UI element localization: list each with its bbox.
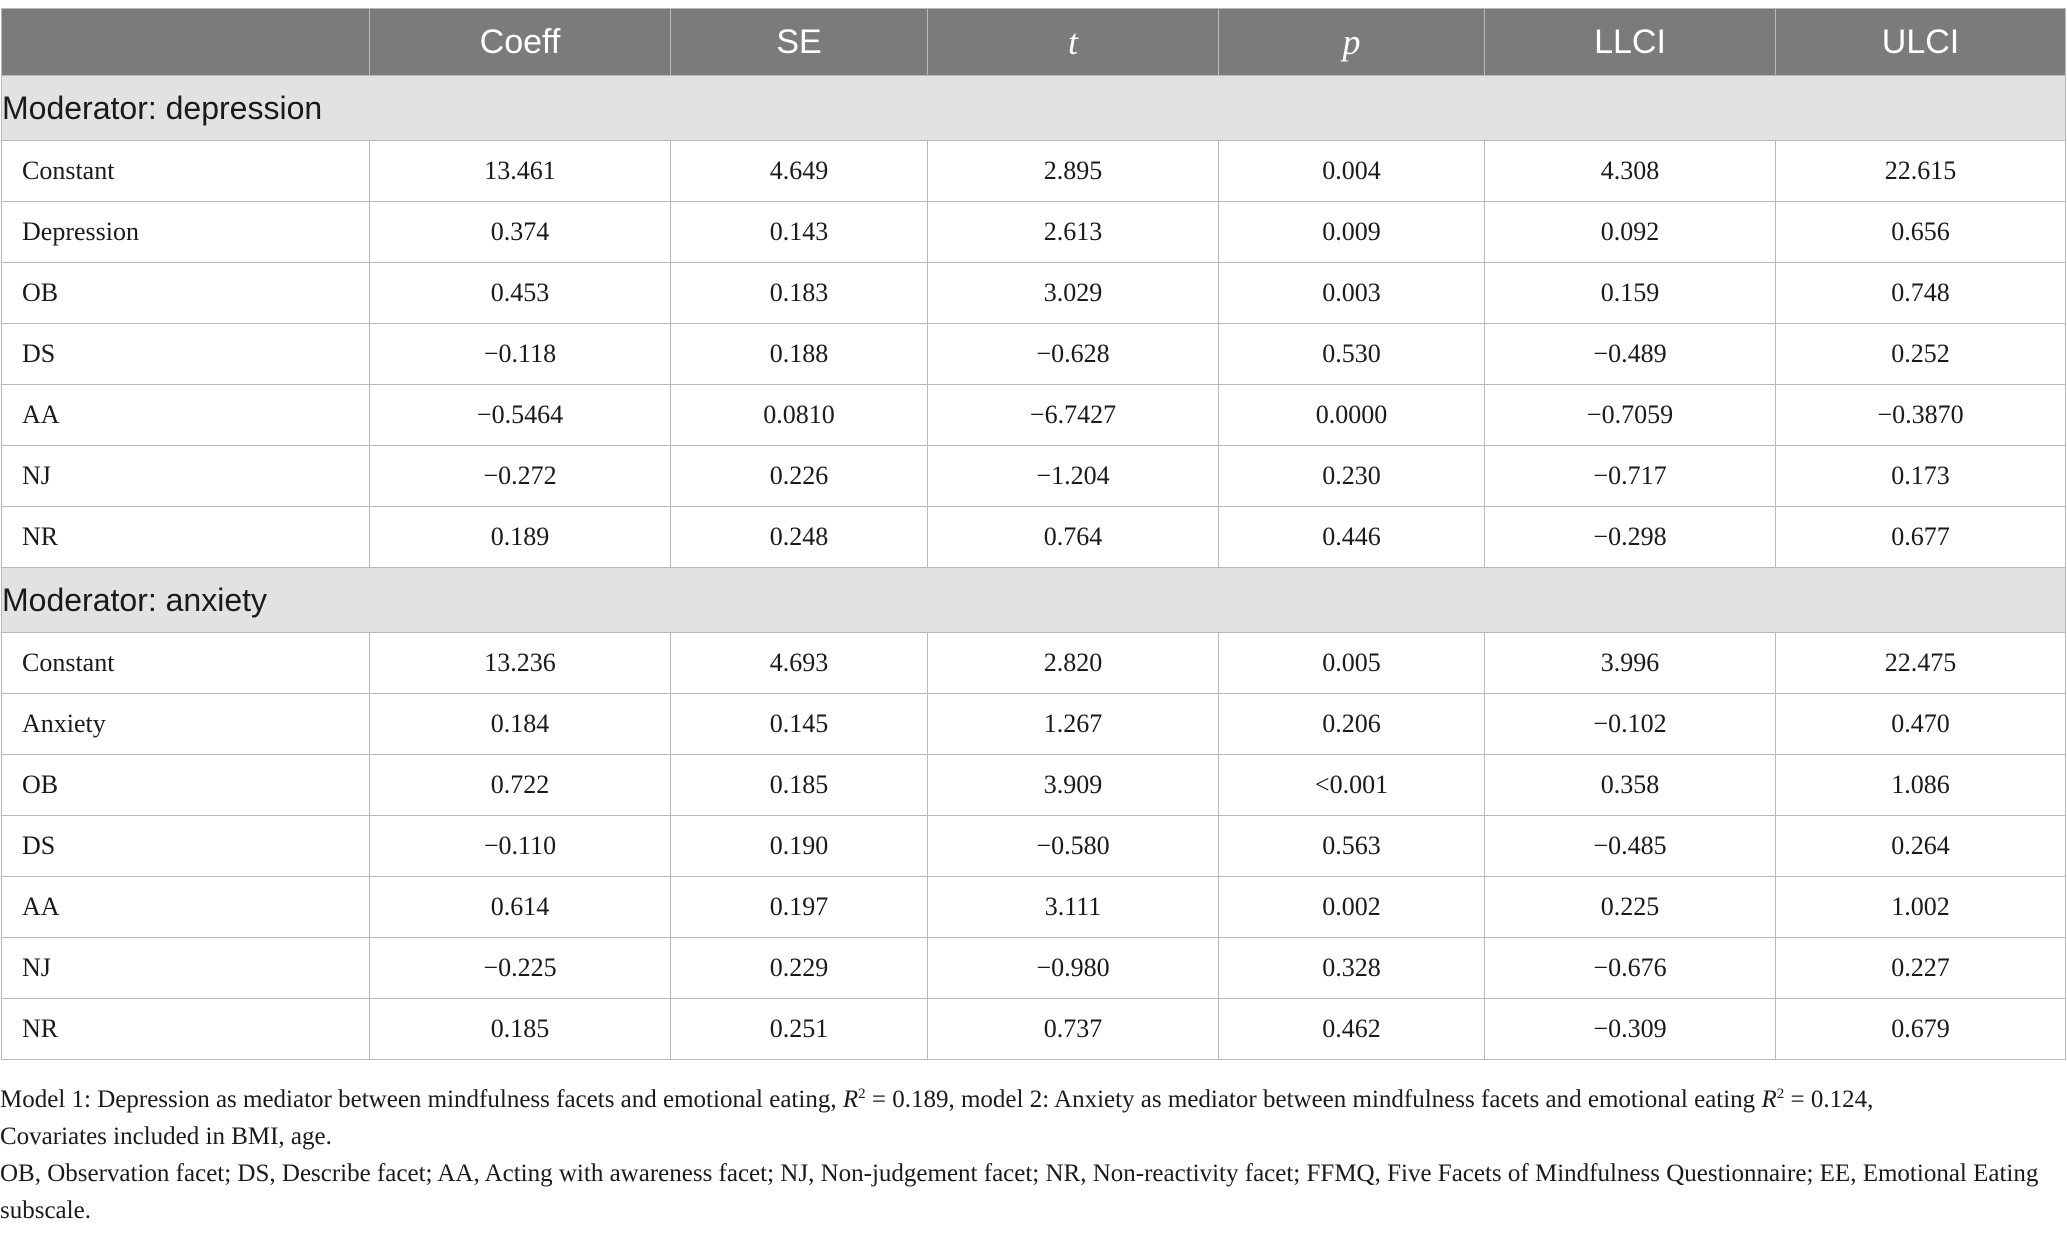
row-label: DS <box>2 324 370 385</box>
header-cell: ULCI <box>1776 9 2066 76</box>
cell: 0.614 <box>370 877 671 938</box>
cell: −0.110 <box>370 816 671 877</box>
cell: −0.272 <box>370 446 671 507</box>
cell: 0.005 <box>1219 633 1485 694</box>
cell: 13.461 <box>370 141 671 202</box>
row-label: OB <box>2 755 370 816</box>
cell: 22.475 <box>1776 633 2066 694</box>
table-row <box>2 694 2066 755</box>
results-table <box>1 8 2066 1060</box>
header-row <box>2 9 2066 76</box>
section-header-row <box>2 76 2066 141</box>
cell: 0.226 <box>671 446 928 507</box>
cell: 4.649 <box>671 141 928 202</box>
cell: 0.190 <box>671 816 928 877</box>
cell: −0.118 <box>370 324 671 385</box>
table-row <box>2 446 2066 507</box>
cell: 1.086 <box>1776 755 2066 816</box>
header-cell: t <box>928 9 1219 76</box>
cell: 0.145 <box>671 694 928 755</box>
cell: 0.677 <box>1776 507 2066 568</box>
cell: 0.563 <box>1219 816 1485 877</box>
cell: −0.580 <box>928 816 1219 877</box>
superscript: 2 <box>858 1086 866 1102</box>
table-row <box>2 755 2066 816</box>
table-row <box>2 938 2066 999</box>
section-header-row <box>2 568 2066 633</box>
cell: 0.764 <box>928 507 1219 568</box>
cell: 0.248 <box>671 507 928 568</box>
table-row <box>2 877 2066 938</box>
row-label: AA <box>2 877 370 938</box>
footnote-text: Model 1: Depression as mediator between mindfulness facets and emotional eating, <box>0 1086 843 1113</box>
cell: −0.717 <box>1485 446 1776 507</box>
cell: 0.679 <box>1776 999 2066 1060</box>
cell: 0.227 <box>1776 938 2066 999</box>
cell: 0.004 <box>1219 141 1485 202</box>
cell: 0.252 <box>1776 324 2066 385</box>
table-row <box>2 263 2066 324</box>
cell: 0.003 <box>1219 263 1485 324</box>
table-row <box>2 507 2066 568</box>
cell: 0.374 <box>370 202 671 263</box>
row-label: Anxiety <box>2 694 370 755</box>
section-title: Moderator: anxiety <box>2 568 2066 633</box>
row-label: OB <box>2 263 370 324</box>
r-squared-symbol: R <box>842 1086 859 1113</box>
cell: 2.613 <box>928 202 1219 263</box>
cell: 0.206 <box>1219 694 1485 755</box>
header-cell: Coeff <box>370 9 671 76</box>
table-row <box>2 202 2066 263</box>
cell: 0.446 <box>1219 507 1485 568</box>
cell: 0.328 <box>1219 938 1485 999</box>
cell: 1.267 <box>928 694 1219 755</box>
cell: 0.188 <box>671 324 928 385</box>
cell: −0.102 <box>1485 694 1776 755</box>
cell: 0.092 <box>1485 202 1776 263</box>
cell: 3.996 <box>1485 633 1776 694</box>
cell: 13.236 <box>370 633 671 694</box>
cell: 3.909 <box>928 755 1219 816</box>
row-label: NJ <box>2 446 370 507</box>
cell: 0.453 <box>370 263 671 324</box>
cell: 0.225 <box>1485 877 1776 938</box>
cell: −0.676 <box>1485 938 1776 999</box>
cell: 0.159 <box>1485 263 1776 324</box>
footnote-text: = 0.124, <box>1784 1086 1874 1113</box>
superscript: 2 <box>1776 1086 1785 1102</box>
cell: −0.489 <box>1485 324 1776 385</box>
row-label: NJ <box>2 938 370 999</box>
cell: 4.693 <box>671 633 928 694</box>
header-cell: p <box>1219 9 1485 76</box>
cell: 0.185 <box>671 755 928 816</box>
row-label: NR <box>2 999 370 1060</box>
table-row <box>2 324 2066 385</box>
footnote-text: = 0.189, model 2: Anxiety as mediator between mindfulness facets and emotional eating <box>865 1086 1762 1113</box>
cell: 0.197 <box>671 877 928 938</box>
table-footnote <box>0 1081 2064 1229</box>
cell: 3.111 <box>928 877 1219 938</box>
header-cell: SE <box>671 9 928 76</box>
table-row <box>2 633 2066 694</box>
cell: 3.029 <box>928 263 1219 324</box>
cell: 0.229 <box>671 938 928 999</box>
cell: 0.264 <box>1776 816 2066 877</box>
cell: −0.980 <box>928 938 1219 999</box>
cell: 0.722 <box>370 755 671 816</box>
cell: 0.530 <box>1219 324 1485 385</box>
cell: −0.225 <box>370 938 671 999</box>
footnote-covariates: Covariates included in BMI, age. <box>0 1123 332 1150</box>
cell: 0.462 <box>1219 999 1485 1060</box>
cell: 22.615 <box>1776 141 2066 202</box>
header-cell <box>2 9 370 76</box>
results-table-container <box>1 8 2065 1060</box>
cell: 1.002 <box>1776 877 2066 938</box>
row-label: Constant <box>2 141 370 202</box>
row-label: NR <box>2 507 370 568</box>
table-row <box>2 141 2066 202</box>
cell: 0.358 <box>1485 755 1776 816</box>
row-label: DS <box>2 816 370 877</box>
cell: −0.309 <box>1485 999 1776 1060</box>
cell: 0.009 <box>1219 202 1485 263</box>
cell: −0.628 <box>928 324 1219 385</box>
cell: −0.7059 <box>1485 385 1776 446</box>
r-squared-symbol: R <box>1761 1086 1777 1113</box>
row-label: AA <box>2 385 370 446</box>
cell: 0.143 <box>671 202 928 263</box>
cell: −0.298 <box>1485 507 1776 568</box>
cell: 2.895 <box>928 141 1219 202</box>
cell: 2.820 <box>928 633 1219 694</box>
row-label: Constant <box>2 633 370 694</box>
header-cell: LLCI <box>1485 9 1776 76</box>
row-label: Depression <box>2 202 370 263</box>
cell: 0.185 <box>370 999 671 1060</box>
footnote-abbreviations: OB, Observation facet; DS, Describe facet; AA, Acting with awareness facet; NJ, Non-judgement facet; NR, Non-reactivity facet; FFMQ, Five Facets of Mindfulness Questionnaire; EE, Emotional Eating subscale. <box>0 1160 2039 1224</box>
cell: 0.656 <box>1776 202 2066 263</box>
cell: 0.002 <box>1219 877 1485 938</box>
cell: −0.3870 <box>1776 385 2066 446</box>
cell: 0.251 <box>671 999 928 1060</box>
footnote-model-line <box>0 1081 2064 1118</box>
cell: 0.184 <box>370 694 671 755</box>
cell: 4.308 <box>1485 141 1776 202</box>
table-row <box>2 385 2066 446</box>
cell: 0.0000 <box>1219 385 1485 446</box>
cell: 0.173 <box>1776 446 2066 507</box>
cell: 0.230 <box>1219 446 1485 507</box>
cell: −1.204 <box>928 446 1219 507</box>
cell: 0.748 <box>1776 263 2066 324</box>
table-row <box>2 999 2066 1060</box>
cell: −0.485 <box>1485 816 1776 877</box>
cell: 0.737 <box>928 999 1219 1060</box>
cell: 0.189 <box>370 507 671 568</box>
table-row <box>2 816 2066 877</box>
cell: 0.470 <box>1776 694 2066 755</box>
cell: 0.0810 <box>671 385 928 446</box>
cell: −6.7427 <box>928 385 1219 446</box>
section-title: Moderator: depression <box>2 76 2066 141</box>
cell: −0.5464 <box>370 385 671 446</box>
cell: 0.183 <box>671 263 928 324</box>
cell: <0.001 <box>1219 755 1485 816</box>
